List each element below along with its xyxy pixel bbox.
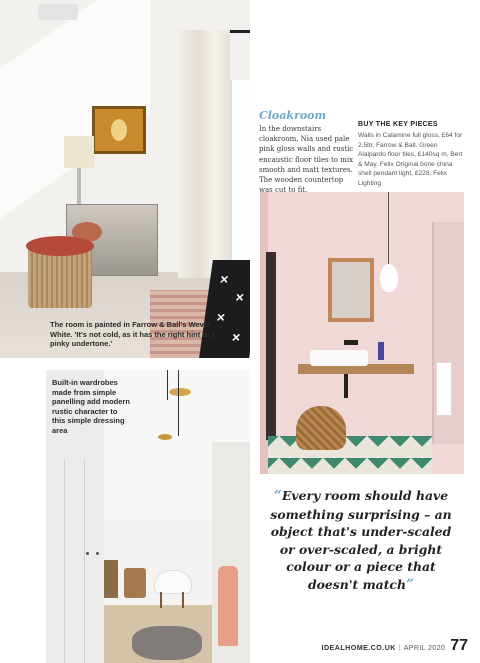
page-number: 77 <box>450 637 468 654</box>
bedspread: × × × × <box>199 260 250 358</box>
pendant-cord <box>388 192 389 266</box>
wicker-basket <box>124 568 146 598</box>
pendant-cord <box>178 370 179 436</box>
close-quote-mark: ” <box>405 576 415 593</box>
website-url: IDEALHOME.CO.UK <box>321 643 396 652</box>
bedroom-photo <box>0 0 250 358</box>
pendant-shade <box>169 388 191 396</box>
shell-pendant-light <box>380 264 398 292</box>
ceiling-spotlight <box>38 4 78 20</box>
sheepskin-rug <box>132 626 202 660</box>
page-footer <box>322 637 468 655</box>
issue-date: APRIL 2020 <box>403 643 446 652</box>
bedroom-caption: The room is painted in Farrow & Ball's Wevet White. 'It's not cold, as it has the right hint of a pinky undertone.' <box>50 320 216 349</box>
chair-leg <box>182 592 184 608</box>
wall-mirror <box>328 258 374 322</box>
cloakroom-photo <box>260 192 464 474</box>
window <box>230 80 250 270</box>
pouf-cushion <box>26 236 94 256</box>
basin <box>310 350 368 366</box>
open-quote-mark: “ <box>273 488 282 504</box>
panel-seam <box>64 460 65 663</box>
pull-quote <box>262 487 460 595</box>
footer-separator: | <box>398 643 401 652</box>
hand-towel <box>436 362 452 416</box>
woven-basket <box>296 406 346 450</box>
wooden-crate <box>104 560 118 598</box>
curtain <box>178 30 230 278</box>
soap-bottle <box>378 342 384 360</box>
wardrobe-knob <box>96 552 99 555</box>
rocking-chair <box>154 570 192 594</box>
dressing-caption: Built-in wardrobes made from simple panelling add modern rustic character to this simple dressing area <box>52 378 130 435</box>
buy-key-pieces-heading: BUY THE KEY PIECES <box>358 121 438 128</box>
framed-painting <box>92 106 146 154</box>
panel-seam <box>84 460 85 663</box>
table-lamp-base <box>77 168 81 204</box>
encaustic-tile-floor <box>268 436 432 474</box>
pull-quote-text: Every room should have something surprising – an object that's under-scaled or over-scaled, a bright colour or a piece that doesn't match <box>270 488 452 592</box>
hanging-dress <box>218 566 238 646</box>
table-lamp-shade <box>64 136 94 168</box>
wall-tap <box>344 340 358 345</box>
pendant-cord <box>167 370 168 400</box>
chair-leg <box>160 592 162 608</box>
section-body: In the downstairs cloakroom, Nia used pale pink gloss walls and rustic encaustic floor tiles to mix smooth and matt textures. The wooden countertop was cut to fit. <box>259 125 354 195</box>
pendant-shade <box>158 434 172 440</box>
wardrobe-knob <box>86 552 89 555</box>
waste-pipe <box>344 374 348 398</box>
section-title: Cloakroom <box>259 109 327 122</box>
door-frame <box>266 252 276 440</box>
buy-key-pieces-list: Walls in Calamine full gloss, £64 for 2.5ltr, Farrow & Ball. Green Alalpardo floor tiles, £140sq m, Bert & May. Felix Original bone china shell pendant light, £228, Felix Lighting <box>358 132 463 187</box>
